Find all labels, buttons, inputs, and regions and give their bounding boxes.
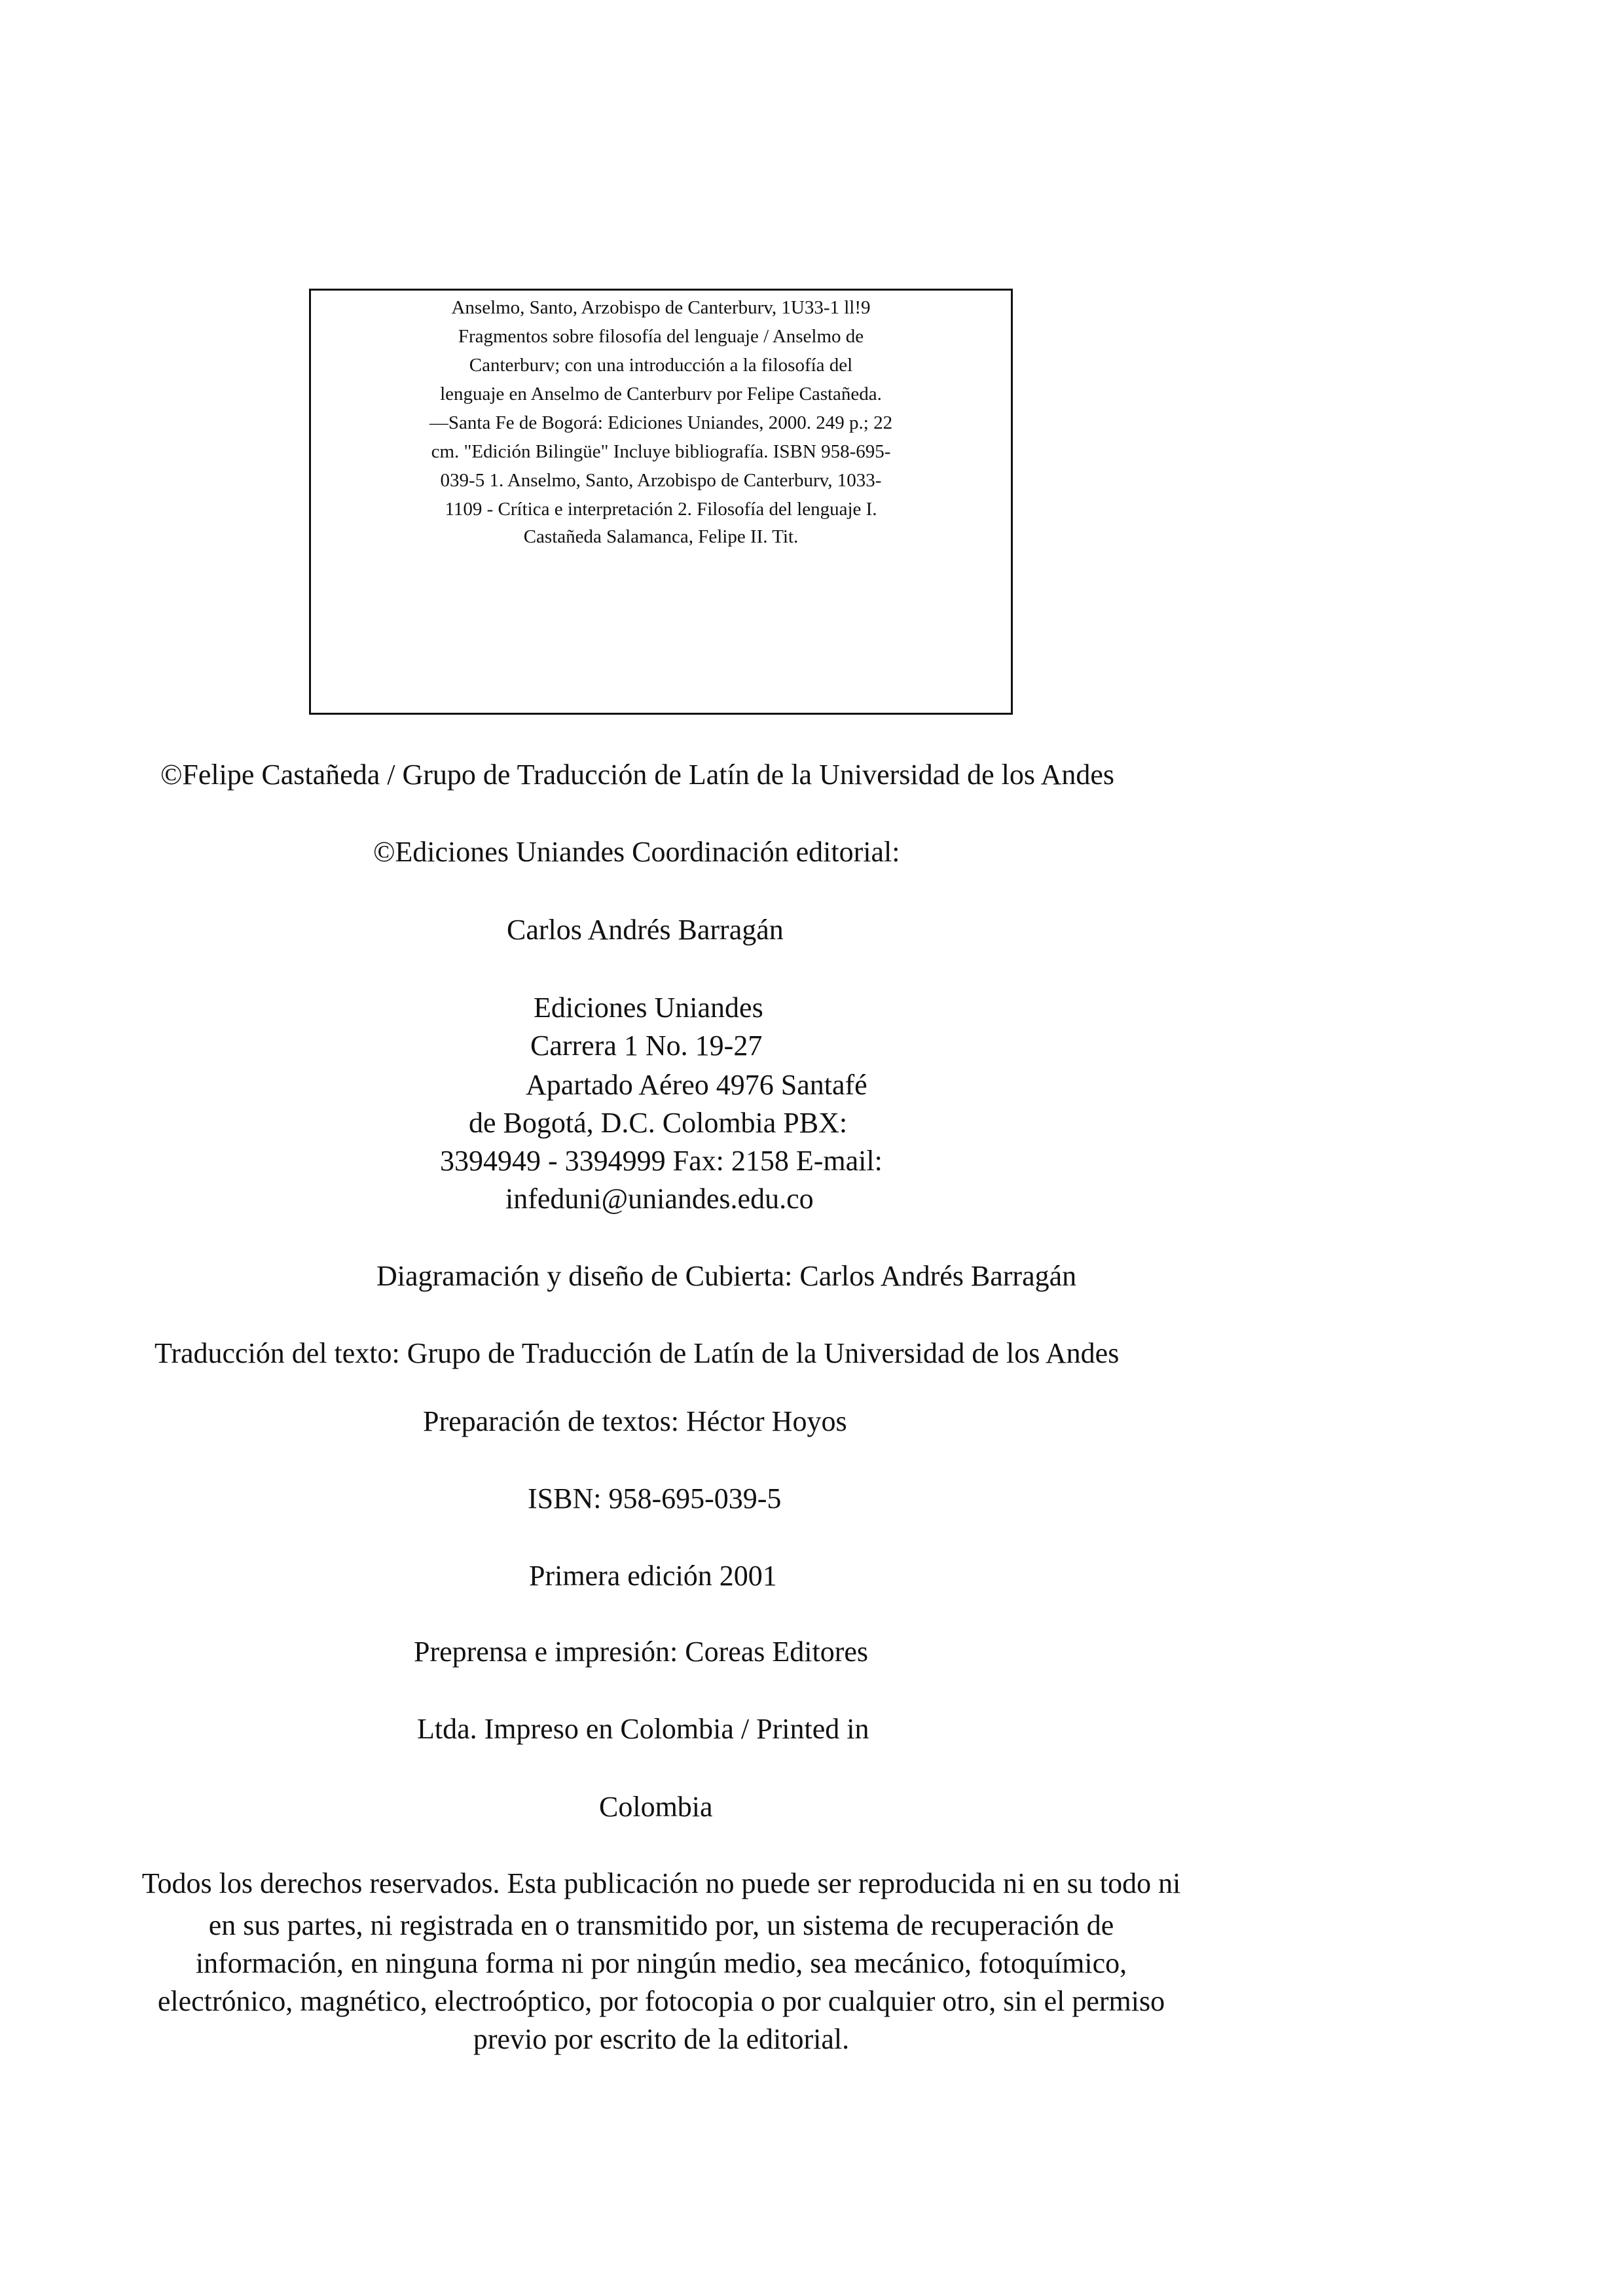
catalog-line: Fragmentos sobre filosofía del lenguaje / Anselmo de <box>458 326 864 347</box>
catalog-line: Canterburv; con una introducción a la filosofía del <box>469 355 853 376</box>
catalog-line: —Santa Fe de Bogorá: Ediciones Uniandes, 2000. 249 p.; 22 <box>429 412 893 433</box>
preparation-credit: Preparación de textos: Héctor Hoyos <box>423 1405 847 1437</box>
printing-credit: Preprensa e impresión: Coreas Editores <box>414 1636 869 1668</box>
catalog-line: Anselmo, Santo, Arzobispo de Canterburv, 1U33-1 ll!9 <box>451 297 871 318</box>
catalog-line: cm. "Edición Bilingüe" Incluye bibliografía. ISBN 958-695- <box>431 441 891 462</box>
translation-credit: Traducción del texto: Grupo de Traducción de Latín de la Universidad de los Andes <box>155 1337 1120 1369</box>
email-address: infeduni@uniandes.edu.co <box>505 1183 814 1215</box>
catalog-line: 1109 - Crítica e interpretación 2. Filosofía del lenguaje I. <box>445 499 877 520</box>
copyright-publisher: ©Ediciones Uniandes Coordinación editorial: <box>373 836 900 868</box>
editorial-coordinator: Carlos Andrés Barragán <box>507 914 784 946</box>
address-line: de Bogotá, D.C. Colombia PBX: <box>469 1107 848 1139</box>
catalog-line: lenguaje en Anselmo de Canterburv por Felipe Castañeda. <box>440 384 882 404</box>
catalog-line: Castañeda Salamanca, Felipe II. Tit. <box>523 526 799 547</box>
address-line: Ediciones Uniandes <box>534 992 763 1024</box>
address-line: 3394949 - 3394999 Fax: 2158 E-mail: <box>440 1145 883 1177</box>
rights-line: en sus partes, ni registrada en o transmitido por, un sistema de recuperación de <box>208 1909 1114 1941</box>
rights-line: electrónico, magnético, electroóptico, por fotocopia o por cualquier otro, sin el permiso <box>157 1985 1165 2017</box>
printing-credit: Colombia <box>599 1791 713 1823</box>
design-credit: Diagramación y diseño de Cubierta: Carlos Andrés Barragán <box>376 1260 1077 1292</box>
rights-line: información, en ninguna forma ni por ningún medio, sea mecánico, fotoquímico, <box>195 1947 1127 1979</box>
isbn: ISBN: 958-695-039-5 <box>528 1482 782 1515</box>
catalog-line: 039-5 1. Anselmo, Santo, Arzobispo de Canterburv, 1033- <box>440 470 882 491</box>
address-line: Carrera 1 No. 19-27 <box>530 1030 763 1062</box>
rights-line: previo por escrito de la editorial. <box>473 2023 850 2055</box>
printing-credit: Ltda. Impreso en Colombia / Printed in <box>417 1713 869 1745</box>
address-line: Apartado Aéreo 4976 Santafé <box>526 1069 867 1101</box>
edition: Primera edición 2001 <box>529 1560 777 1592</box>
rights-line: Todos los derechos reservados. Esta publicación no puede ser reproducida ni en su todo ni <box>141 1867 1181 1899</box>
catalog-card <box>309 289 1013 715</box>
copyright-author: ©Felipe Castañeda / Grupo de Traducción de Latín de la Universidad de los Andes <box>160 759 1115 791</box>
